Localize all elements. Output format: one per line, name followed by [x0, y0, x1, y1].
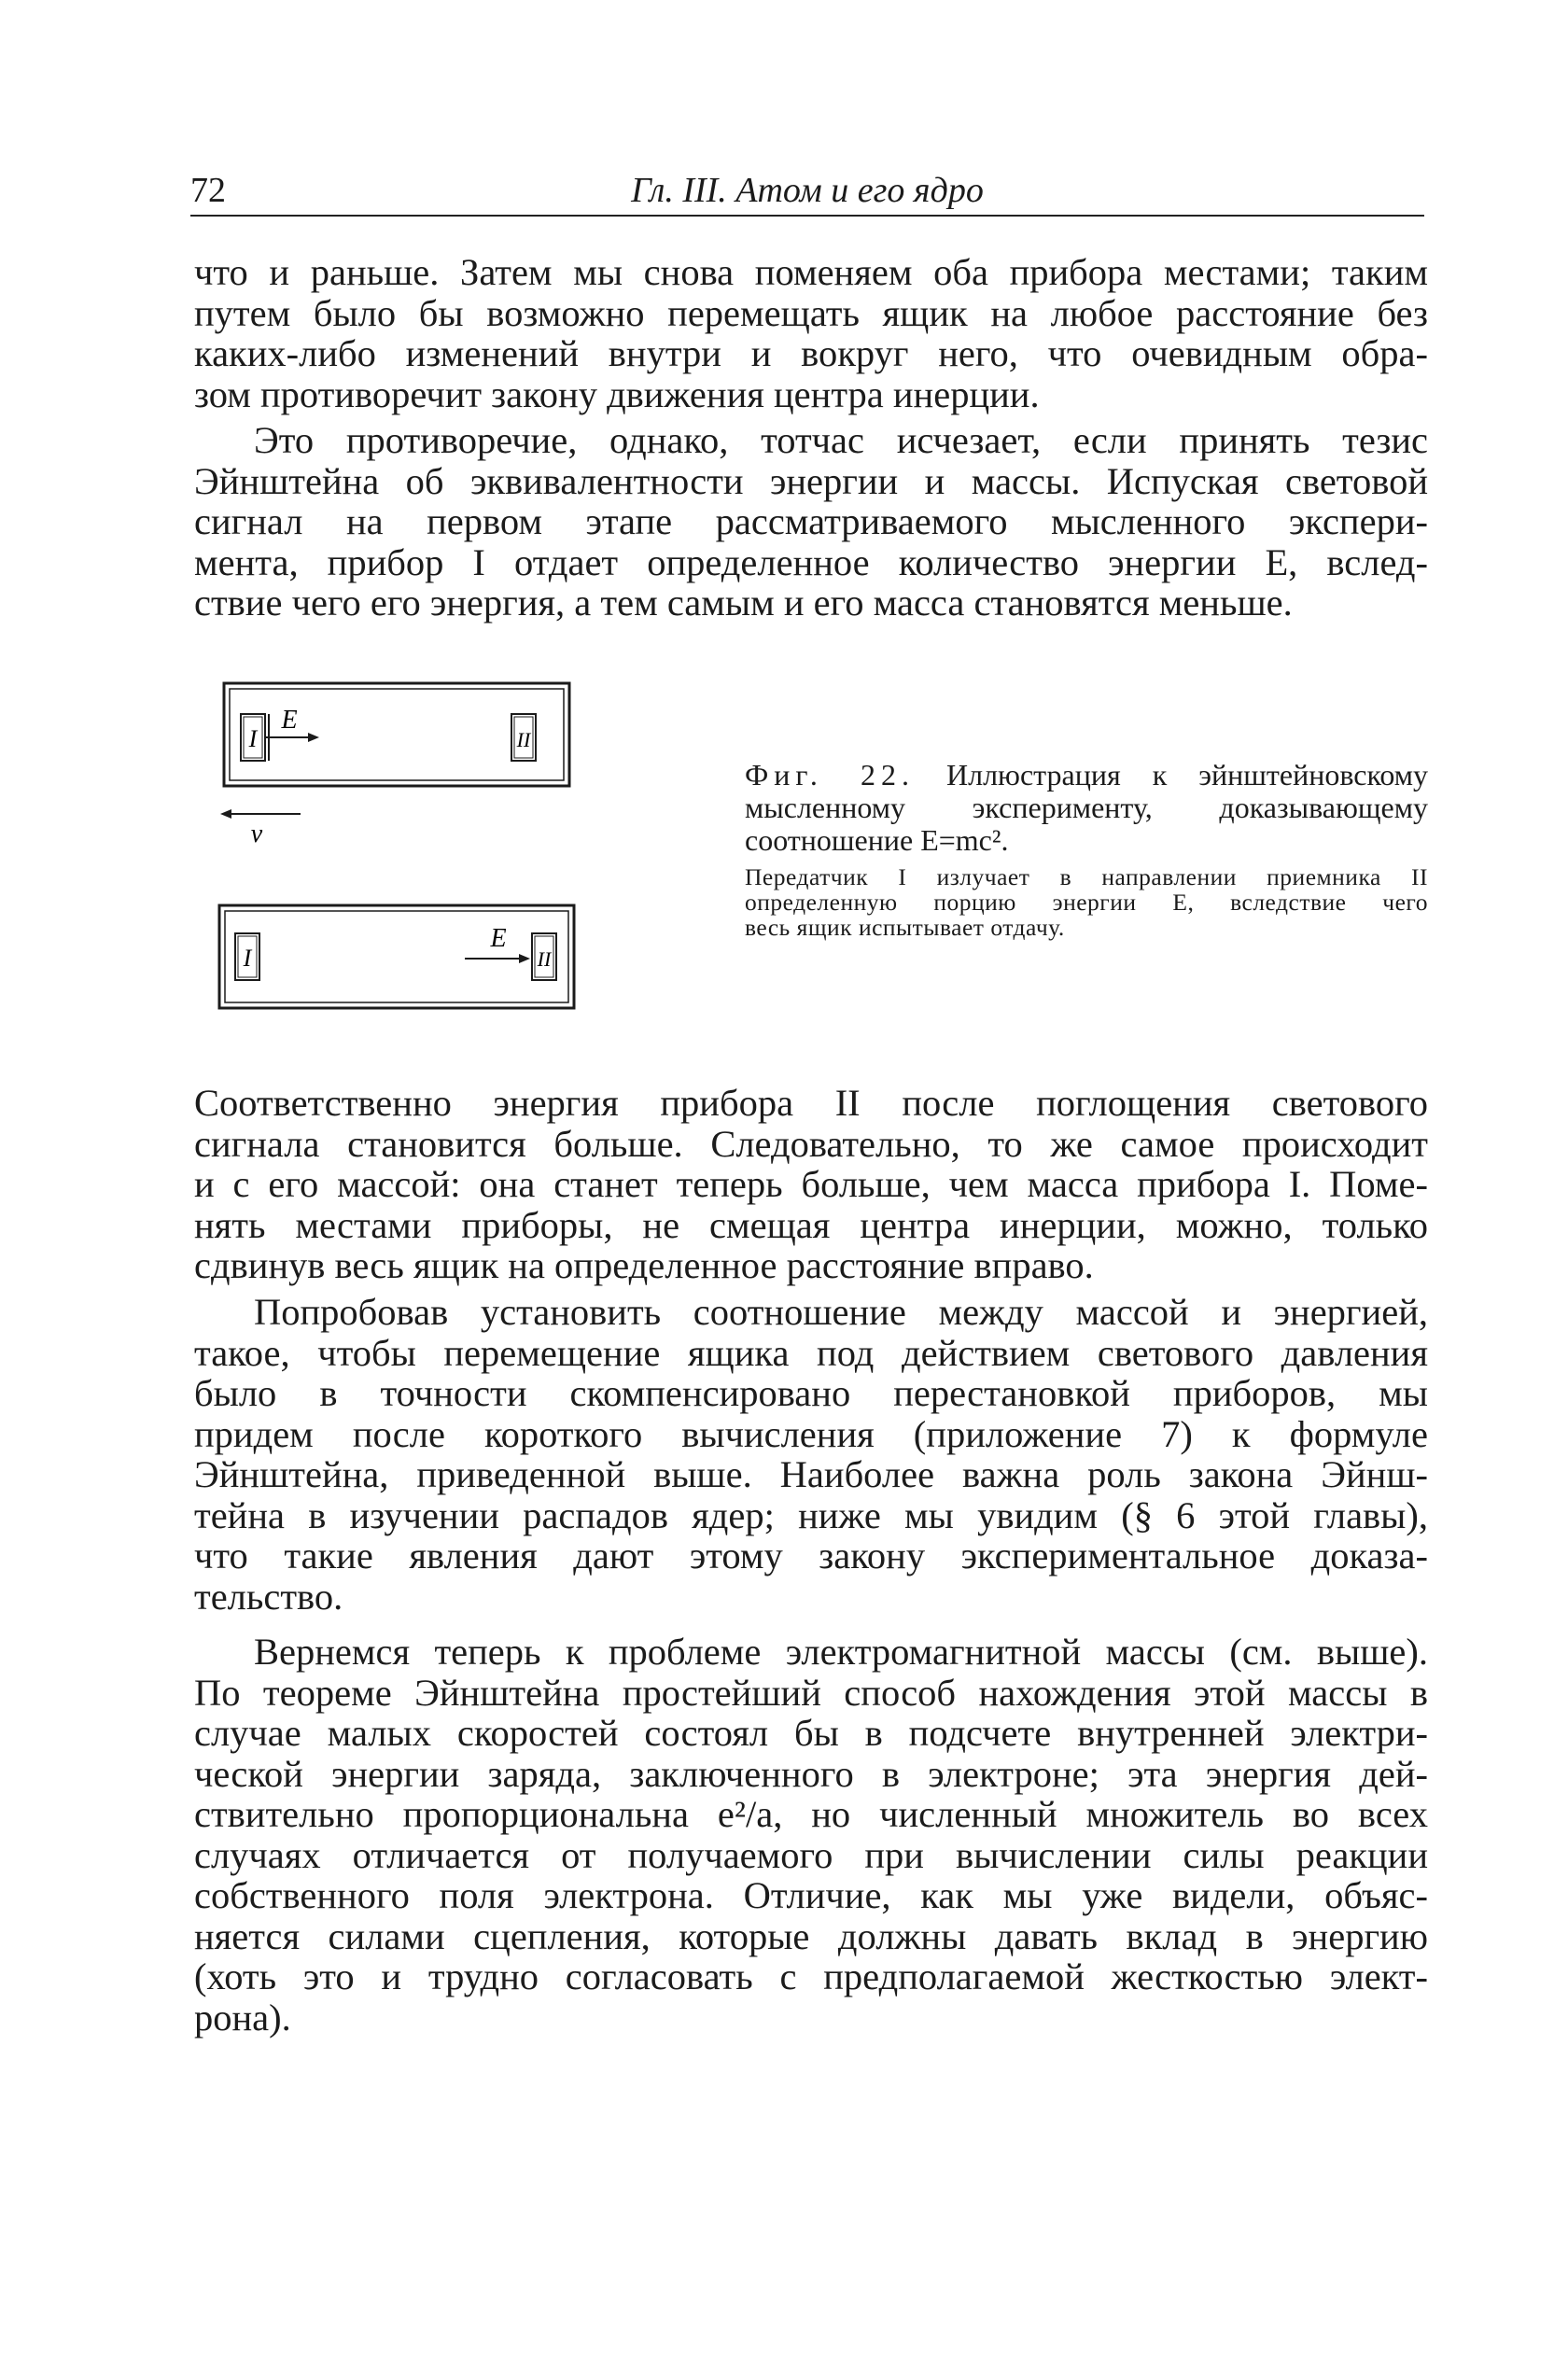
caption-line: соотношение E=mc². — [745, 823, 1009, 857]
text-line: сигнал на первом этапе рассматриваемого мысленного экспери- — [194, 500, 1428, 542]
text-line: Попробовав установить соотношение между массой и энергией, — [254, 1291, 1428, 1333]
velocity-arrowhead — [220, 809, 231, 819]
text-line: что такие явления дают этому закону экспериментальное доказа- — [194, 1534, 1428, 1576]
bottom-box-inner — [225, 911, 568, 1002]
text-line: ствие чего его энергия, а тем самым и его масса становятся меньше. — [194, 581, 1293, 624]
text-line: было в точности скомпенсировано перестановкой приборов, мы — [194, 1372, 1428, 1414]
top-energy-arrowhead — [308, 733, 319, 742]
text-line: Эйнштейна об эквивалентности энергии и массы. Испуская световой — [194, 459, 1428, 502]
text-line: каких-либо изменений внутри и вокруг него, что очевидным обра- — [194, 332, 1428, 374]
text-line: зом противоречит закону движения центра инерции. — [194, 372, 1040, 415]
text-line: такое, чтобы перемещение ящика под действием светового давления — [194, 1331, 1428, 1374]
text-line: сдвинув весь ящик на определенное расстояние вправо. — [194, 1244, 1094, 1286]
bottom-device-ii-label: II — [537, 947, 552, 971]
paragraph-1 — [194, 252, 1428, 414]
text-line: Соответственно энергия прибора II после поглощения светового — [194, 1082, 1428, 1124]
top-box-inner — [230, 689, 564, 780]
text-line: ствительно пропорциональна e²/a, но численный множитель во всех — [194, 1793, 1428, 1835]
text-line: тельство. — [194, 1575, 343, 1618]
text-line: Эйнштейна, приведенной выше. Наиболее важна роль закона Эйнш- — [194, 1453, 1428, 1495]
text-line: няется силами сцепления, которые должны давать вклад в энергию — [194, 1914, 1428, 1957]
paragraph-3 — [194, 1083, 1428, 1286]
caption-note-line: Передатчик I излучает в направлении приемника II — [745, 863, 1428, 890]
text-line: случае малых скоростей состоял бы в подсчете внутренней электри- — [194, 1712, 1428, 1754]
text-line: рона). — [194, 1996, 291, 2039]
bottom-device-i-label: I — [243, 945, 252, 972]
text-line: путем было бы возможно перемещать ящик на любое расстояние без — [194, 291, 1428, 334]
caption-note-line: определенную порцию энергии E, вследствие чего — [745, 889, 1428, 916]
text-line: собственного поля электрона. Отличие, как мы уже видели, объяс- — [194, 1874, 1428, 1916]
caption-line: мысленному эксперименту, доказывающему — [745, 791, 1428, 824]
text-line: нять местами приборы, не смещая центра инерции, можно, только — [194, 1203, 1428, 1246]
caption-note — [745, 864, 1428, 940]
page-number: 72 — [190, 171, 226, 210]
top-device-ii-label: II — [516, 728, 531, 751]
text-line: (хоть это и трудно согласовать с предполагаемой жесткостью элект- — [194, 1955, 1428, 1997]
text-line: случаях отличается от получаемого при вычислении силы реакции — [194, 1833, 1428, 1876]
text-line: и с его массой: она станет теперь больше, чем масса прибора I. Поме- — [194, 1163, 1428, 1205]
text-line: Вернемся теперь к проблеме электромагнитной массы (см. выше). — [254, 1631, 1428, 1673]
text-line: тейна в изучении распадов ядер; ниже мы увидим (§ 6 этой главы), — [194, 1493, 1428, 1536]
paragraph-4 — [194, 1292, 1428, 1617]
text-line: придем после короткого вычисления (приложение 7) к формуле — [194, 1412, 1428, 1455]
caption-line — [745, 759, 1428, 792]
text-line: Это противоречие, однако, тотчас исчезает, если принять тезис — [254, 419, 1428, 461]
text-line: мента, прибор I отдает определенное количество энергии E, вслед- — [194, 540, 1428, 583]
bottom-energy-label: E — [490, 924, 507, 953]
text-line: сигнала становится больше. Следовательно, то же самое происходит — [194, 1122, 1428, 1165]
chapter-title: Гл. III. Атом и его ядро — [631, 171, 984, 210]
running-head — [190, 166, 1424, 217]
figure-22-diagram — [215, 672, 607, 1036]
figure-22-caption — [745, 759, 1428, 940]
paragraph-5 — [194, 1632, 1428, 2038]
caption-note-line: весь ящик испытывает отдачу. — [745, 914, 1065, 941]
text-line: ческой энергии заряда, заключенного в электроне; эта энергия дей- — [194, 1752, 1428, 1795]
top-device-i-label: I — [248, 725, 258, 752]
caption-text: Иллюстрация к эйнштейновскому — [945, 758, 1429, 792]
figure-label: Фиг. 22. — [745, 758, 915, 792]
caption-main — [745, 759, 1428, 857]
velocity-label: v — [250, 820, 263, 848]
paragraph-2 — [194, 420, 1428, 624]
bottom-energy-arrowhead — [519, 954, 530, 963]
text-line: что и раньше. Затем мы снова поменяем оба прибора местами; таким — [194, 251, 1428, 293]
top-energy-label: E — [281, 706, 298, 735]
text-line: По теореме Эйнштейна простейший способ нахождения этой массы в — [194, 1671, 1428, 1714]
